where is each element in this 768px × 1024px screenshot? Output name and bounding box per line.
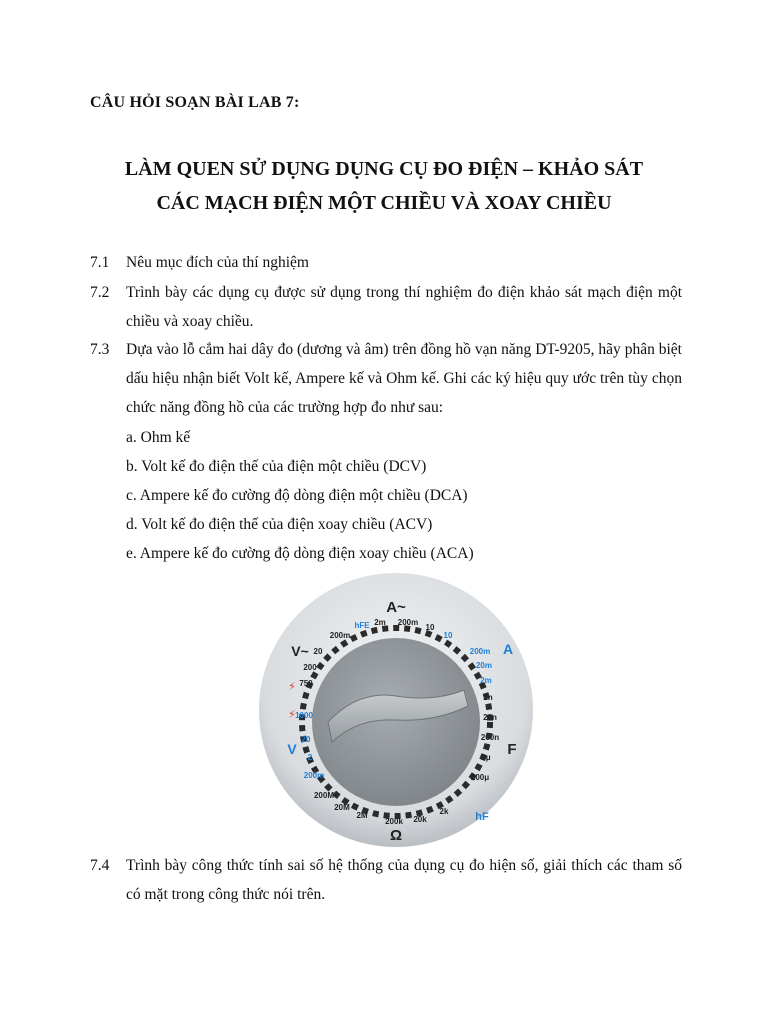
mode-ac-volt: V~ <box>291 643 309 659</box>
range-ac-volt-1000: 1000 <box>295 711 313 720</box>
range-cap-20n: 20n <box>483 713 497 722</box>
question-text: Dựa vào lỗ cắm hai dây đo (dương và âm) trên đồng hồ vạn năng DT-9205, hãy phân biệt dấu hiệu nhận biết Volt kế, Ampere kế và Ohm kế. Ghi các ký hiệu quy ước trên tùy chọn chức năng đồng hồ của các trường hợp đo như sau: <box>126 341 682 416</box>
range-cap-200u: 200μ <box>470 773 490 782</box>
range-dc-volt-200m: 200m <box>303 771 325 780</box>
range-cap-200n: 200n <box>480 733 500 742</box>
range-cap-2u: 2μ <box>481 753 491 762</box>
range-ac-amp-10: 10 <box>425 623 435 632</box>
range-ac-amp-200m: 200m <box>397 618 419 627</box>
question-number: 7.1 <box>90 254 110 271</box>
question-number: 7.3 <box>90 341 110 358</box>
range-dc-volt-2: 2 <box>307 753 313 762</box>
range-ohm-2k: 2k <box>439 807 449 816</box>
range-dc-amp-2m: 2m <box>480 676 492 685</box>
range-dc-amp-20m: 20m <box>475 661 493 670</box>
title-line-1: LÀM QUEN SỬ DỤNG DỤNG CỤ ĐO ĐIỆN – KHẢO SÁT <box>124 158 644 180</box>
hfe-label-2: hF <box>475 811 489 823</box>
range-dc-amp-10: 10 <box>443 631 453 640</box>
mode-dc-amp: A <box>502 641 514 657</box>
question-number: 7.2 <box>90 284 110 301</box>
title-line-2: CÁC MẠCH ĐIỆN MỘT CHIỀU VÀ XOAY CHIỀU <box>156 192 612 214</box>
range-ohm-20k: 20k <box>413 815 427 824</box>
sub-item-a: a. Ohm kế <box>126 429 191 446</box>
warning-bolt-icon-2: ⚡ <box>288 709 296 721</box>
multimeter-dial <box>258 572 534 848</box>
mode-ac-amp: A~ <box>386 599 406 616</box>
range-dc-amp-200m: 200m <box>469 647 491 656</box>
sub-item-b: b. Volt kế đo điện thế của điện một chiều (DCV) <box>126 458 427 475</box>
sub-item-c: c. Ampere kế đo cường độ dòng điện một chiều (DCA) <box>126 487 468 504</box>
sub-item-d: d. Volt kế đo điện thế của điện xoay chiều (ACV) <box>126 516 433 533</box>
range-ac-volt-750: 750 <box>299 679 313 688</box>
question-text: Nêu mục đích của thí nghiệm <box>126 254 309 271</box>
range-cap-2n: 2n <box>483 693 493 702</box>
question-text: Trình bày công thức tính sai số hệ thống của dụng cụ đo hiện số, giải thích các tham số có mặt trong công thức nói trên. <box>126 857 682 903</box>
range-ohm-200m: 200M <box>313 791 335 800</box>
range-ohm-2m: 2M <box>356 811 368 820</box>
range-ohm-20m: 20M <box>334 803 350 812</box>
mode-ohm: Ω <box>389 827 403 844</box>
question-number: 7.4 <box>90 857 110 874</box>
range-ac-volt-200: 200 <box>303 663 317 672</box>
sub-item-e: e. Ampere kế đo cường độ dòng điện xoay chiều (ACA) <box>126 545 474 562</box>
question-text: Trình bày các dụng cụ được sử dụng trong thí nghiệm đo điện khảo sát mạch điện một chiều và xoay chiều. <box>126 284 682 330</box>
range-ac-volt-20: 20 <box>313 647 323 656</box>
warning-bolt-icon: ⚡ <box>288 681 296 693</box>
section-header: CÂU HỎI SOẠN BÀI LAB 7: <box>90 94 300 111</box>
range-ac-volt-200m: 200m <box>329 631 351 640</box>
range-ac-amp-2m: 2m <box>374 618 386 627</box>
mode-farad: F <box>507 741 517 758</box>
range-ohm-200k: 200k <box>385 817 403 826</box>
multimeter-dial-photo <box>258 572 534 848</box>
hfe-label: hFE <box>354 621 370 630</box>
range-dc-volt-20: 20 <box>301 735 311 744</box>
mode-dc-volt: V <box>287 741 297 757</box>
